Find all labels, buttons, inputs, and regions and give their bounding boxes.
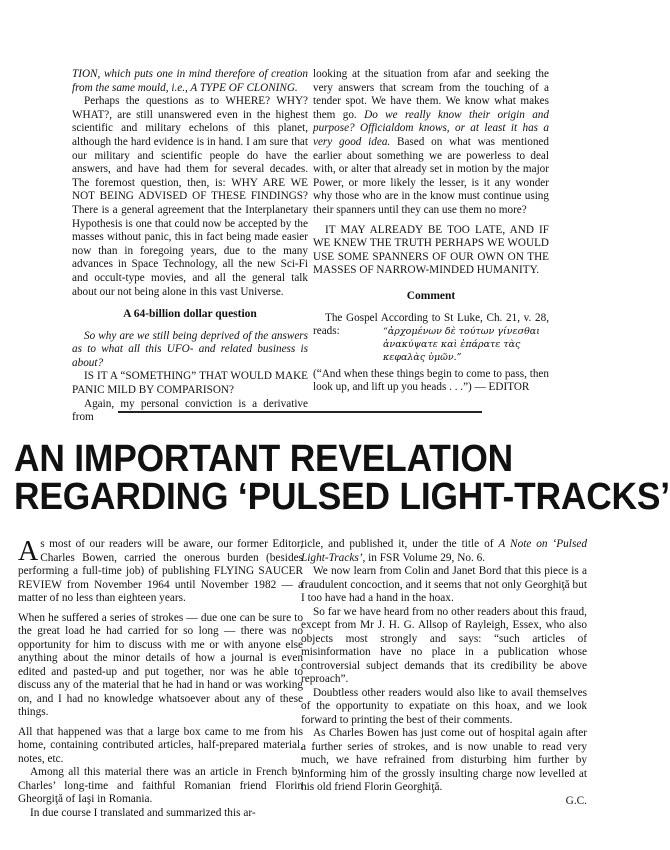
paragraph [72, 95, 308, 299]
paragraph: As Charles Bowen has just come out of hospital again after a further series of strokes, and is now unable to read very much, we have refrained from disturbing him further by informing him of the grossly insulting charge now levelled at his old friend Florin Georghiţă. [301, 727, 587, 793]
greek-quotation [383, 325, 549, 364]
paragraph: Again, my personal conviction is a derivative from [72, 397, 308, 424]
article-title-reference: A Note on ‘Pulsed Light-Tracks’, [301, 538, 587, 564]
greek-line: ἀνακύψατε καὶ ἐπάρατε τὰς [383, 338, 521, 350]
paragraph-text: Perhaps the questions as to WHERE? WHY? WHAT?, are still unanswered even in the highest scientific and military echelons of this planet, although the hard evidence is in hand. I am sure that our military and scientific people do have the answers, and have had them for several decades. The foremost question, then, is: WHY ARE WE NOT BEING ADVISED OF THESE FINDINGS? There is a general agreement that the Interplanetary Hypothesis is one that could now be accepted by the masses without panic, this in fact being made easier now than in foregoing years, due to the many advances in Space Technology, all the new Sci-Fi and occult-type movies, and all the general talk about our not being alone in this vast Universe. [72, 95, 308, 298]
paragraph: We now learn from Colin and Janet Bord that this piece is a fraudulent concoction, and it seems that not only Georghiţă but I too have had a hand in the hoax. [301, 565, 587, 604]
comment-heading: Comment [406, 289, 456, 302]
paragraph [301, 538, 587, 565]
paragraph-text: looking at the situation from afar and seeking the very answers that scream from the touching of a tender spot. We have them. We know what makes them go. [313, 68, 549, 121]
top-right-column [313, 68, 549, 395]
paragraph: IS IT A “SOMETHING” THAT WOULD MAKE PANIC MILD BY COMPARISON? [72, 370, 308, 397]
paragraph: In due course I translated and summarized this ar- [30, 806, 256, 819]
paragraph [313, 68, 549, 218]
headline-line: AN IMPORTANT REVELATION [14, 438, 513, 480]
drop-cap: A [18, 536, 39, 567]
paragraph-text: ticle, and published it, under the title of [301, 538, 499, 550]
paragraph: Among all this material there was an article in French by Charles’ long-time and faithful Romanian friend Florin Gheorgiţă of Iaşi in Romania. [18, 766, 303, 805]
translation: (“And when these things begin to come to pass, then look up, and lift up you heads . . .”) — EDITOR [313, 367, 549, 394]
article-headline [14, 438, 670, 518]
paragraph: When he suffered a series of strokes — due one can be sure to the great load he had carried for so long — there was no opportunity for him to discuss with me or with anyone else anything about the minor details of how a journal is even edited and pasted-up and put together, nor was he able to discuss any of the material that he had in hand or was working on, and I had no knowledge whatsoever about any of these things. [18, 611, 303, 718]
paragraph: Doubtless other readers would also like to avail themselves of the opportunity to expatiate on this hoax, and we look forward to printing the best of their comments. [301, 686, 587, 726]
article-right-column [301, 538, 587, 808]
section-heading: A 64-billion dollar question [123, 308, 257, 321]
paragraph: All that happened was that a large box came to me from his home, containing contributed articles, half-prepared material, notes, etc. [18, 725, 303, 765]
paragraph: So why are we still being deprived of the answers as to what all this UFO- and related business is about? [72, 329, 308, 369]
section-divider [118, 411, 482, 413]
top-left-column [72, 68, 308, 425]
headline-line: REGARDING ‘PULSED LIGHT-TRACKS’ [14, 476, 670, 518]
paragraph-text: Based on what was mentioned earlier about something we are powerless to deal with, or alter that already set in motion by the major Power, or more likely the lesser, is it any wonder why those who are in the know must continue using their spanners until they can use them no more? [313, 135, 549, 216]
paragraph: TION, which puts one in mind therefore of creation from the same mould, i.e., A TYPE OF CLONING. [72, 68, 308, 94]
paragraph-text: in FSR Volume 29, No. 6. [365, 551, 486, 564]
paragraph: So far we have heard from no other readers about this fraud, except from Mr J. H. G. Allsop of Rayleigh, Essex, who also objects most strongly and says: “such articles of misinformation have no place in a publication whose controversial subject demands that its credibility be above reproach”. [301, 605, 587, 685]
paragraph-text: s most of our readers will be aware, our former Editor, Charles Bowen, carried the onerous burden (besides performing a full-time job) of publishing FLYING SAUCER REVIEW from November 1964 until November 1982 — a matter of no less than eighteen years. [18, 538, 303, 604]
greek-line: κεφαλὰς ὑμῶν.” [383, 351, 462, 363]
signature: G.C. [565, 794, 587, 807]
article-left-column [18, 538, 303, 820]
paragraph-italic-text: Do we really know their origin and purpose? Officialdom knows, or at least it has a very good idea. [313, 108, 549, 148]
paragraph [18, 538, 303, 606]
gospel-reference: The Gospel According to St Luke, Ch. 21, v. 28, reads: [313, 311, 549, 338]
greek-line: “ἀρχομένων δὲ τούτων γίνεσθαι [383, 325, 540, 337]
paragraph: IT MAY ALREADY BE TOO LATE, AND IF WE KNEW THE TRUTH PERHAPS WE WOULD USE SOME SPANNERS OF OUR OWN ON THE MASSES OF NARROW-MINDED HUMANITY. [313, 223, 549, 277]
signoff [301, 795, 587, 809]
